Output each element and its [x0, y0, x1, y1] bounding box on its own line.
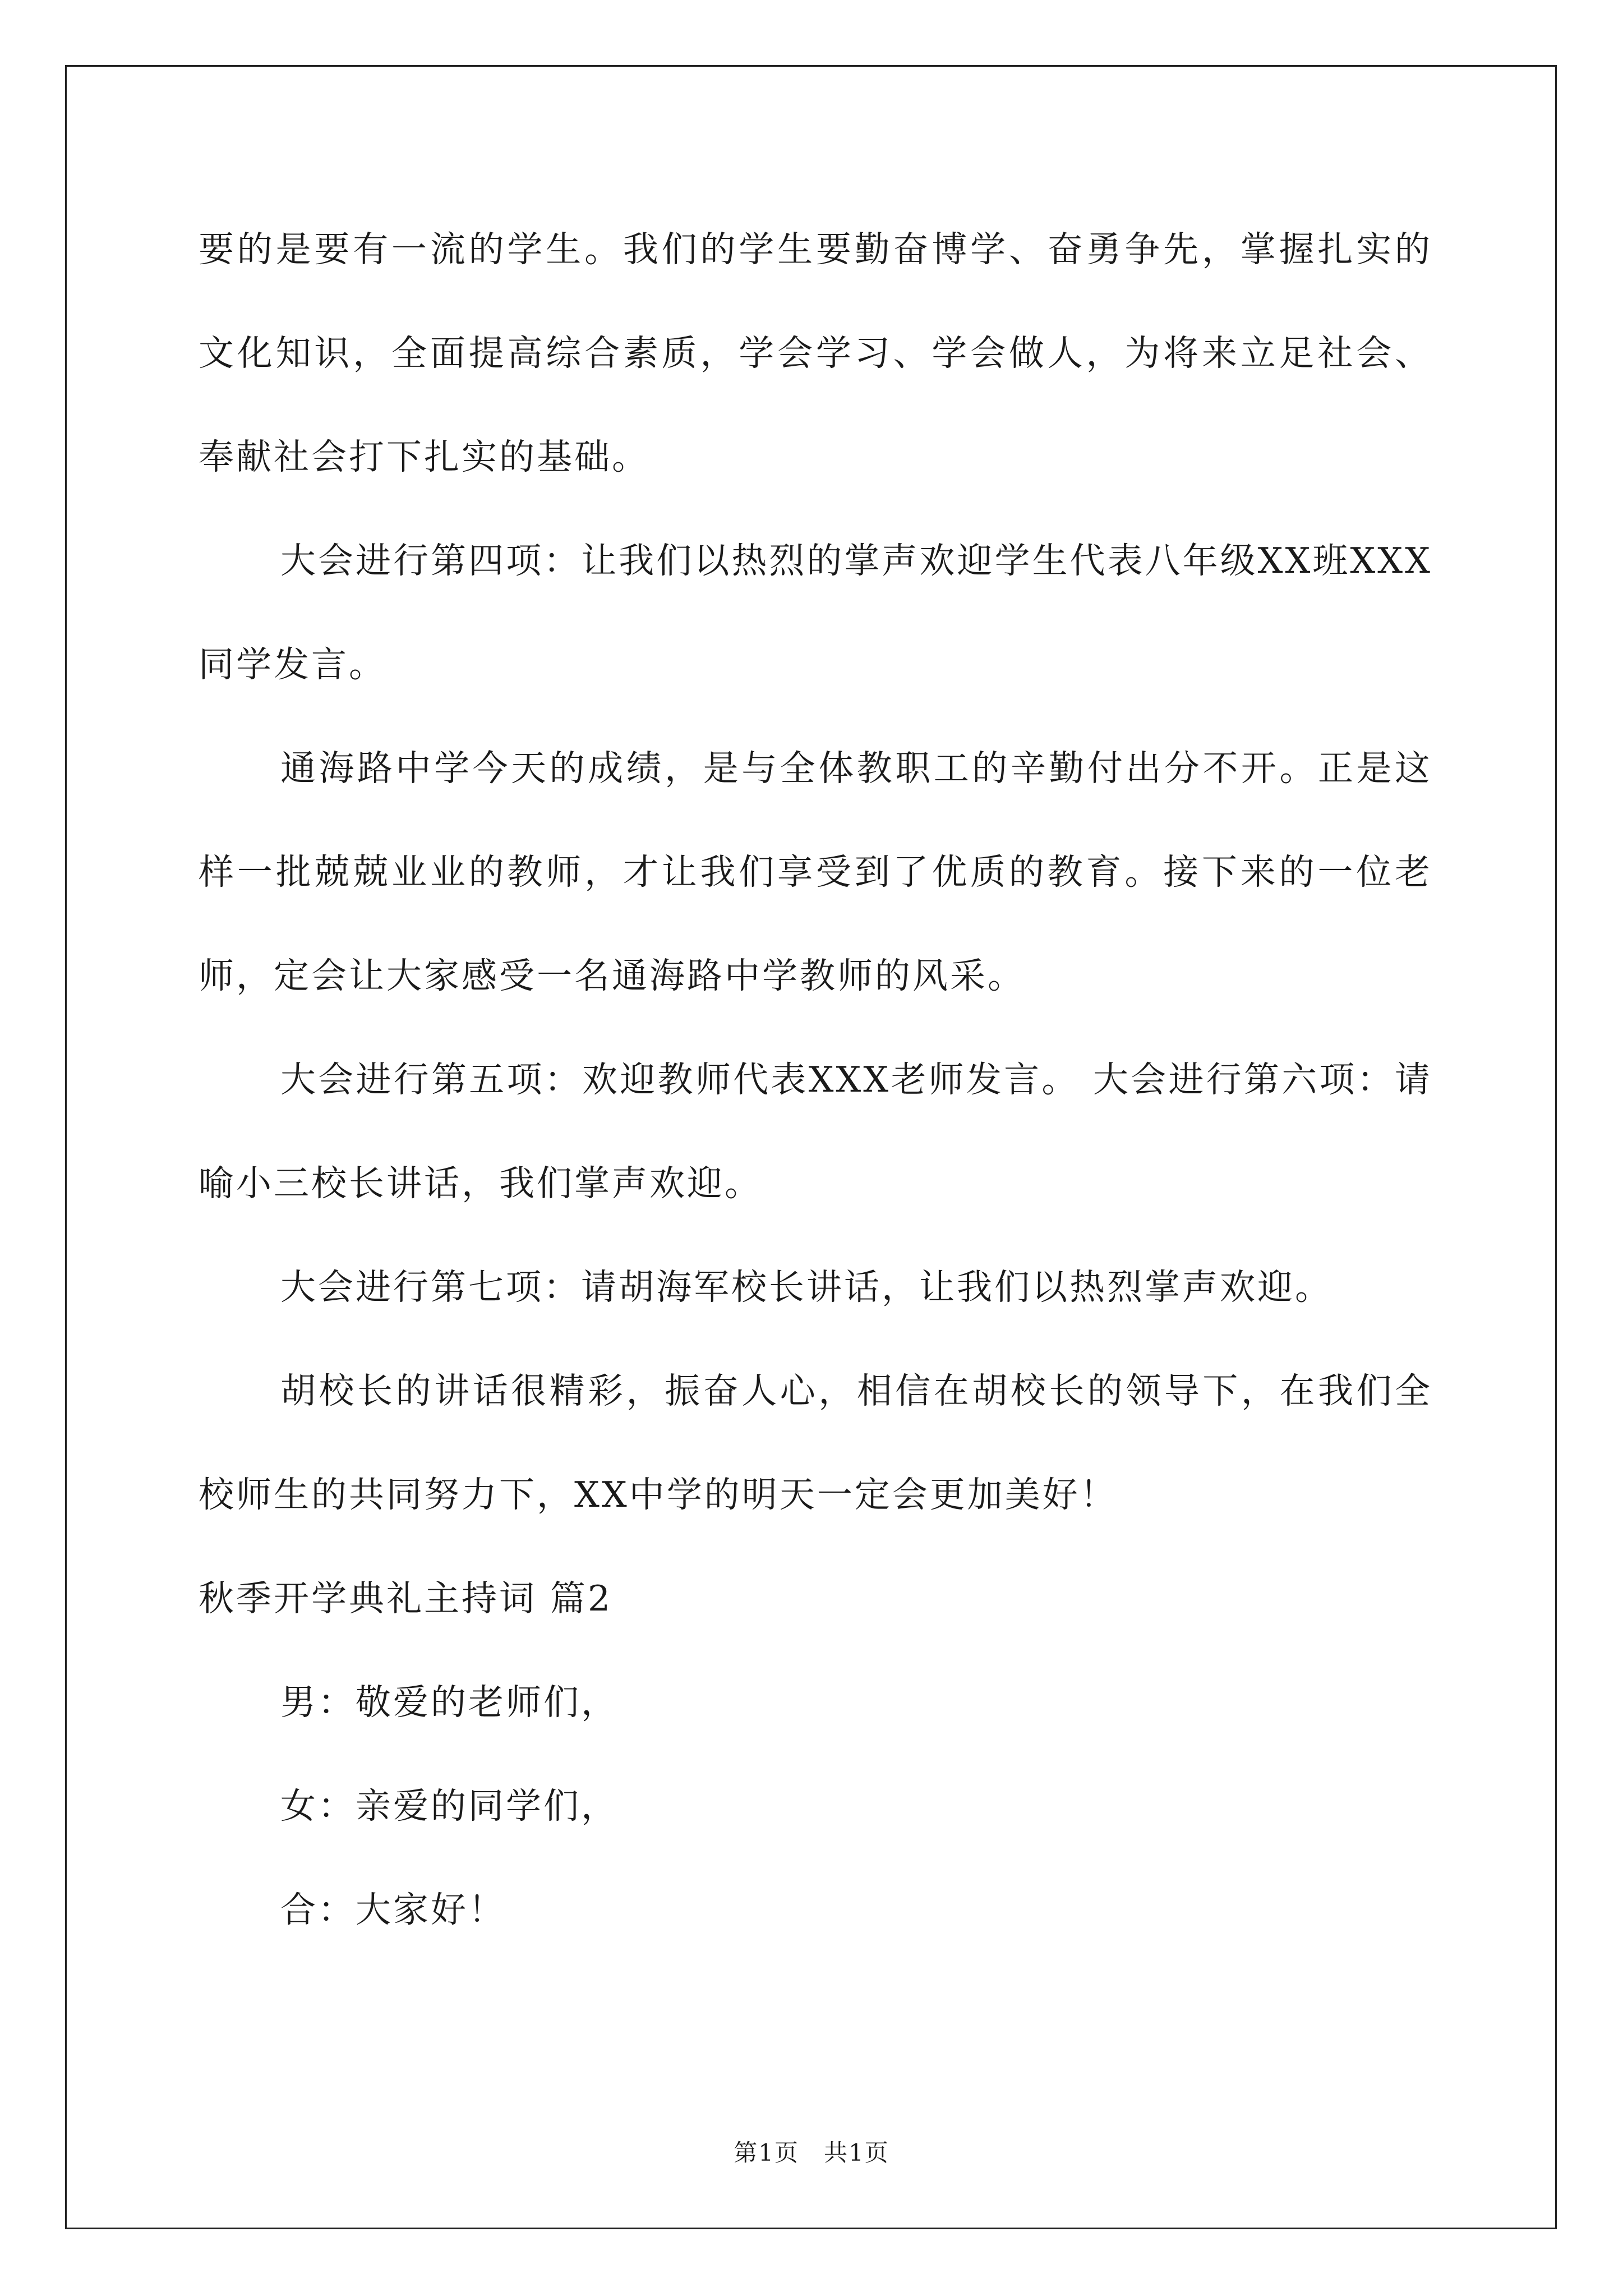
- paragraph-teachers: 通海路中学今天的成绩，是与全体教职工的辛勤付出分不开。正是这样一批兢兢业业的教师，才让我们享受到了优质的教育。接下来的一位老师，定会让大家感受一名通海路中学教师的风采。: [199, 748, 1432, 996]
- page-number-footer: 第1页 共1页: [734, 2139, 889, 2166]
- dialogue-male: 男：敬爱的老师们，: [280, 1682, 619, 1723]
- paragraph-items-five-six: 大会进行第五项：欢迎教师代表XXX老师发言。 大会进行第六项：请喻小三校长讲话，我们掌声欢迎。: [199, 1059, 1432, 1204]
- paragraph-closing: 胡校长的讲话很精彩，振奋人心，相信在胡校长的领导下，在我们全校师生的共同努力下，XX中学的明天一定会更加美好！: [199, 1370, 1432, 1515]
- paragraph-item-four: 大会进行第四项：让我们以热烈的掌声欢迎学生代表八年级XX班XXX同学发言。: [199, 540, 1432, 685]
- paragraph-item-seven: 大会进行第七项：请胡海军校长讲话，让我们以热烈掌声欢迎。: [280, 1267, 1332, 1308]
- dialogue-female: 女：亲爱的同学们，: [280, 1786, 619, 1826]
- document-body: [199, 197, 1432, 1962]
- dialogue-together: 合：大家好！: [280, 1889, 506, 1930]
- section-heading: 秋季开学典礼主持词 篇2: [199, 1578, 613, 1619]
- paragraph-continuation: 要的是要有一流的学生。我们的学生要勤奋博学、奋勇争先，掌握扎实的文化知识，全面提高综合素质，学会学习、学会做人，为将来立足社会、奉献社会打下扎实的基础。: [199, 229, 1432, 477]
